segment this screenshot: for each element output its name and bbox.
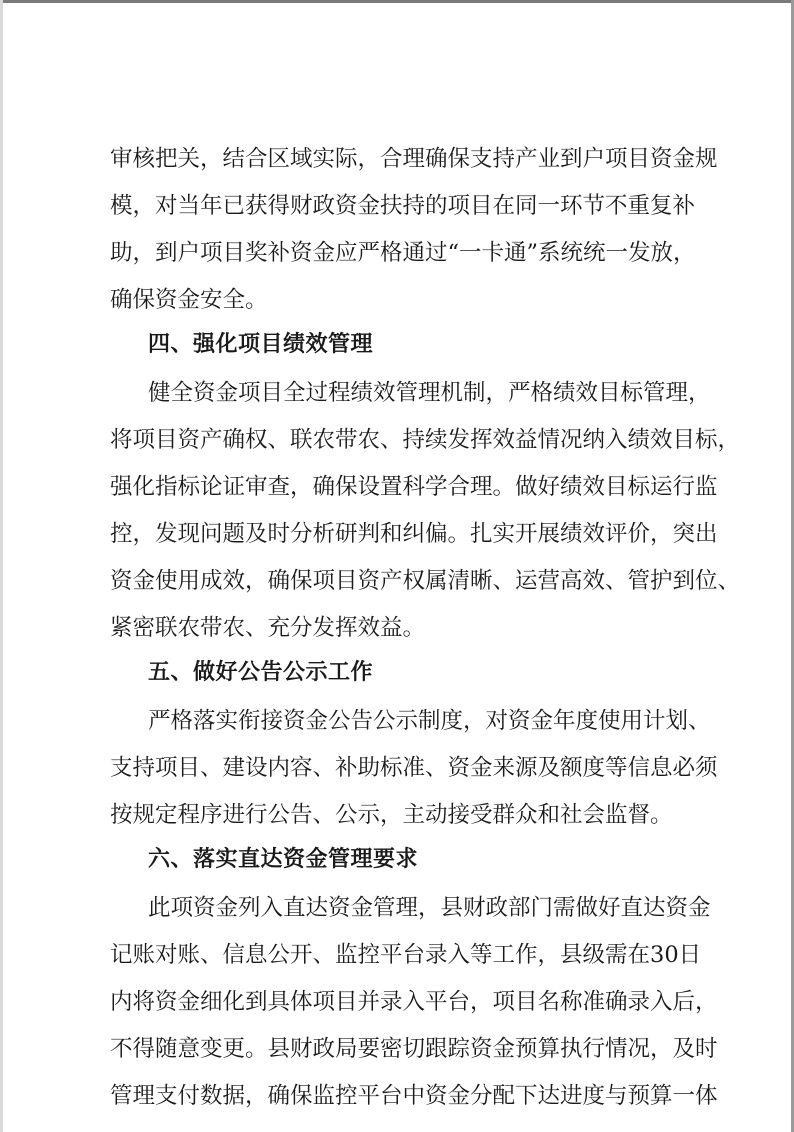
section-heading-4: 四、强化项目绩效管理 [148,332,374,357]
paragraph-line: 健全资金项目全过程绩效管理机制，严格绩效目标管理， [148,380,711,406]
paragraph-line: 记账对账、信息公开、监控平台录入等工作，县级需在30日 [110,942,702,968]
paragraph-line: 内将资金细化到具体项目并录入平台，项目名称准确录入后， [110,989,718,1015]
paragraph-line: 模，对当年已获得财政资金扶持的项目在同一环节不重复补 [110,193,696,219]
paragraph-line: 按规定程序进行公告、公示，主动接受群众和社会监督。 [110,802,673,828]
paragraph-line: 管理支付数据，确保监控平台中资金分配下达进度与预算一体 [110,1083,718,1109]
paragraph-line: 紧密联农带农、充分发挥效益。 [110,615,426,641]
paragraph-line: 将项目资产确权、联农带农、持续发挥效益情况纳入绩效目标， [110,427,741,453]
section-heading-5: 五、做好公告公示工作 [148,660,374,685]
paragraph-line: 支持项目、建设内容、补助标准、资金来源及额度等信息必须 [110,755,718,781]
paragraph-line: 审核把关，结合区域实际，合理确保支持产业到户项目资金规 [110,146,718,172]
paragraph-line: 严格落实衔接资金公告公示制度，对资金年度使用计划、 [148,708,711,734]
paragraph-line: 助，到户项目奖补资金应严格通过“一卡通”系统统一发放， [110,240,696,266]
paragraph-line: 控，发现问题及时分析研判和纠偏。扎实开展绩效评价，突出 [110,521,718,547]
paragraph-line: 不得随意变更。县财政局要密切跟踪资金预算执行情况，及时 [110,1036,718,1062]
scan-edge-top [0,0,794,3]
scan-edge-left [0,0,3,1132]
paragraph-line: 强化指标论证审查，确保设置科学合理。做好绩效目标运行监 [110,474,718,500]
paragraph-line: 确保资金安全。 [110,287,268,313]
paragraph-line: 资金使用成效，确保项目资产权属清晰、运营高效、管护到位、 [110,568,741,594]
section-heading-6: 六、落实直达资金管理要求 [148,847,419,872]
paragraph-line: 此项资金列入直达资金管理，县财政部门需做好直达资金 [148,895,711,921]
